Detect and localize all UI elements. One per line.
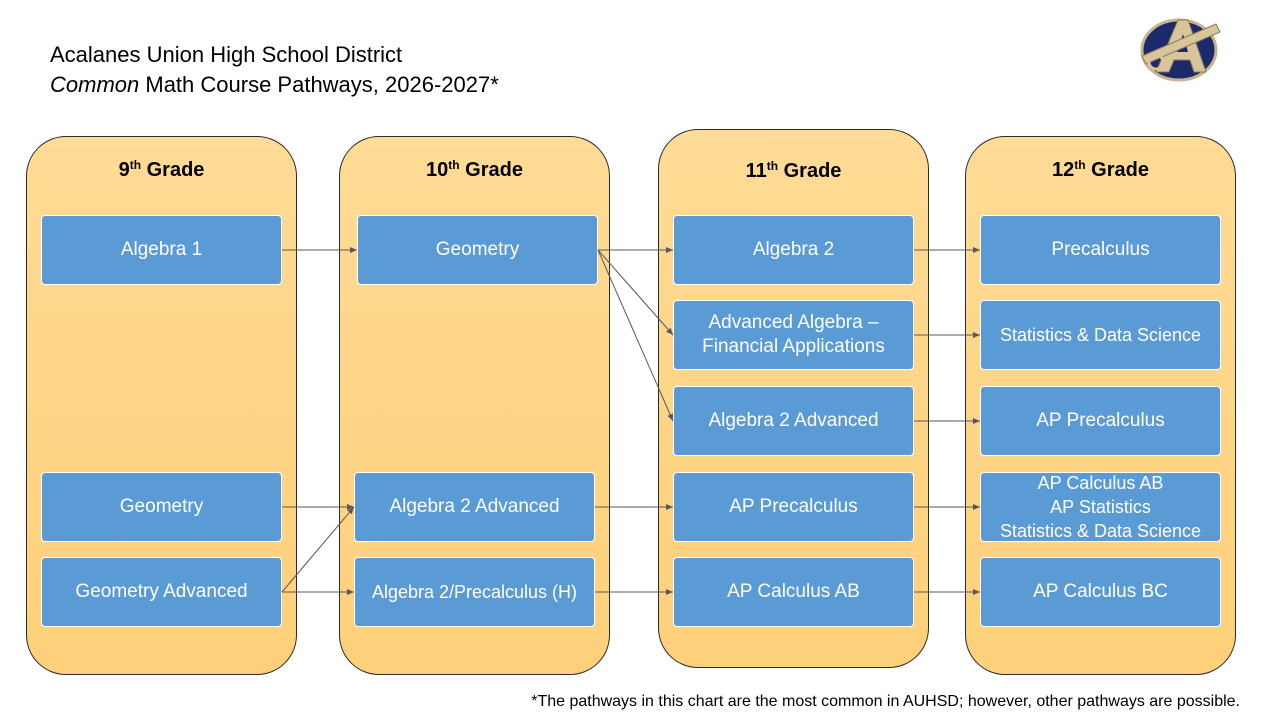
course-box: AP Precalculus [980,386,1221,456]
title-line-1: Acalanes Union High School District [50,42,403,67]
course-box: AP Precalculus [673,472,914,542]
pathway-arrow [598,250,673,335]
course-box: Advanced Algebra – Financial Applications [673,300,914,370]
title-line-2-rest: Math Course Pathways, 2026-2027* [139,72,499,97]
course-box: Precalculus [980,215,1221,285]
course-box: Algebra 2 Advanced [354,472,595,542]
grade-10-header: 10th Grade [426,158,523,181]
course-box: AP Calculus BC [980,557,1221,627]
course-box: Algebra 2/Precalculus (H) [354,557,595,627]
course-box: Algebra 2 Advanced [673,386,914,456]
course-box: Algebra 1 [41,215,282,285]
grade-11-header: 11th Grade [745,159,842,182]
grade-9-header: 9th Grade [118,158,205,181]
course-box: Geometry Advanced [41,557,282,627]
course-box: Algebra 2 [673,215,914,285]
course-box: AP Calculus AB [673,557,914,627]
course-box: Geometry [357,215,598,285]
course-box: Geometry [41,472,282,542]
pathway-arrow [598,250,673,421]
course-box: Statistics & Data Science [980,300,1221,370]
title-italic-word: Common [50,72,140,97]
grade-12-header: 12th Grade [1052,158,1149,181]
course-box: AP Calculus AB AP Statistics Statistics & Data Science [980,472,1221,542]
footnote: *The pathways in this chart are the most common in AUHSD; however, other pathways are possible. [531,693,1240,710]
pathway-arrow [282,507,354,592]
